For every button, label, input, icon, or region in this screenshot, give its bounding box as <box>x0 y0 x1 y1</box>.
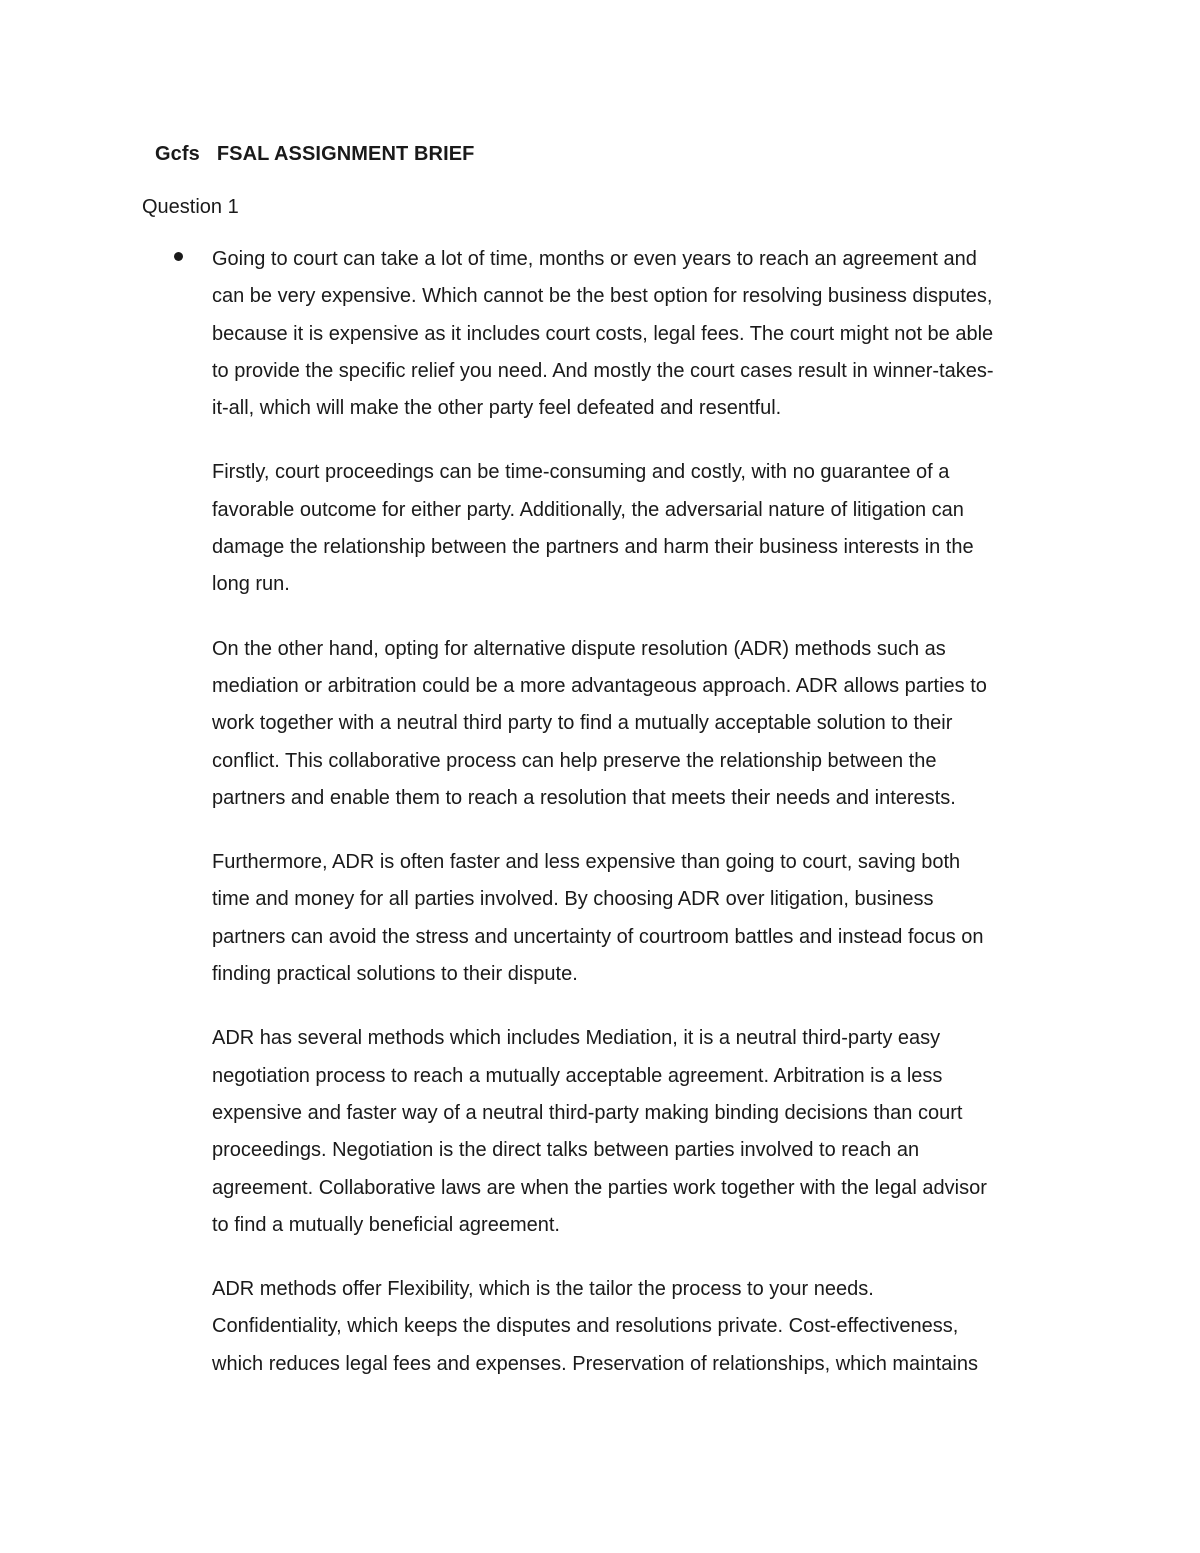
text-line: ADR methods offer Flexibility, which is the tailor the process to your needs. <box>212 1278 874 1301</box>
text-line: On the other hand, opting for alternative dispute resolution (ADR) methods such as <box>212 637 946 660</box>
text-line: finding practical solutions to their dispute. <box>212 963 578 986</box>
text-line: Going to court can take a lot of time, months or even years to reach an agreement and <box>212 248 977 270</box>
text-line: it-all, which will make the other party feel defeated and resentful. <box>212 397 782 420</box>
document-title: Gcfs FSAL ASSIGNMENT BRIEF <box>155 143 475 165</box>
text-line: work together with a neutral third party to find a mutually acceptable solution to their <box>212 712 953 735</box>
text-line: long run. <box>212 573 290 596</box>
text-line: to provide the specific relief you need. And mostly the court cases result in winner-takes- <box>212 359 994 382</box>
text-line: Confidentiality, which keeps the disputes and resolutions private. Cost-effectiveness, <box>212 1315 959 1338</box>
text-line: Firstly, court proceedings can be time-consuming and costly, with no guarantee of a <box>212 461 950 484</box>
paragraph-2 <box>212 454 1072 603</box>
text-line: to find a mutually beneficial agreement. <box>212 1213 560 1236</box>
paragraph-5 <box>212 1020 1072 1244</box>
text-line: Furthermore, ADR is often faster and less expensive than going to court, saving both <box>212 851 961 874</box>
question-label: Question 1 <box>142 196 239 218</box>
text-line: because it is expensive as it includes court costs, legal fees. The court might not be able <box>212 322 994 345</box>
text-line: ADR has several methods which includes Mediation, it is a neutral third-party easy <box>212 1027 941 1050</box>
text-line: favorable outcome for either party. Additionally, the adversarial nature of litigation can <box>212 498 964 521</box>
text-line: damage the relationship between the partners and harm their business interests in the <box>212 536 974 559</box>
text-line: partners can avoid the stress and uncertainty of courtroom battles and instead focus on <box>212 925 984 948</box>
text-line: which reduces legal fees and expenses. Preservation of relationships, which maintains <box>212 1352 978 1375</box>
text-line: expensive and faster way of a neutral third-party making binding decisions than court <box>212 1101 963 1124</box>
text-line: proceedings. Negotiation is the direct talks between parties involved to reach an <box>212 1139 920 1162</box>
text-line: conflict. This collaborative process can help preserve the relationship between the <box>212 749 937 772</box>
bullet-icon <box>174 252 183 261</box>
paragraph-6 <box>212 1271 1072 1383</box>
paragraph-3 <box>212 631 1072 817</box>
paragraph-1 <box>212 241 1072 427</box>
text-line: mediation or arbitration could be a more advantageous approach. ADR allows parties to <box>212 674 987 697</box>
text-line: agreement. Collaborative laws are when the parties work together with the legal advisor <box>212 1176 987 1199</box>
document-body <box>212 241 1072 1410</box>
text-line: can be very expensive. Which cannot be the best option for resolving business disputes, <box>212 285 993 308</box>
text-line: time and money for all parties involved. By choosing ADR over litigation, business <box>212 888 934 911</box>
text-line: partners and enable them to reach a resolution that meets their needs and interests. <box>212 786 956 809</box>
text-line: negotiation process to reach a mutually acceptable agreement. Arbitration is a less <box>212 1064 943 1087</box>
paragraph-4 <box>212 844 1072 993</box>
